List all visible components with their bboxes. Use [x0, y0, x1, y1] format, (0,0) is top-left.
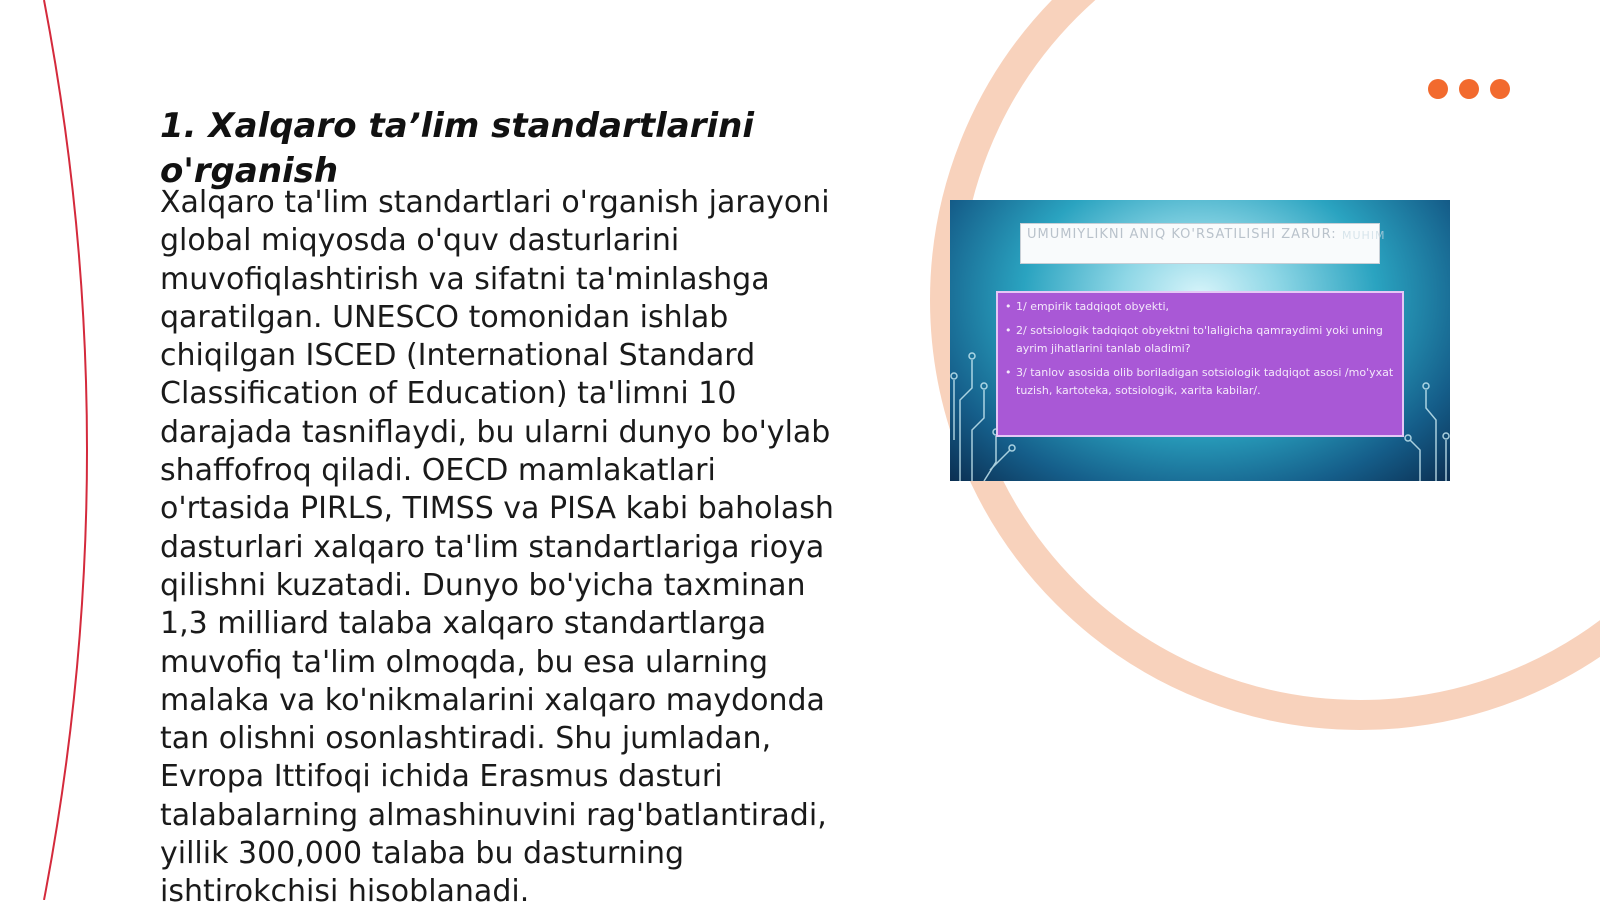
list-item: • 2/ sotsiologik tadqiqot obyektni to'laligicha qamraydimi yoki uning ayrim jihatlarini tanlab oladimi? [1002, 322, 1398, 358]
thumbnail-bullet-box [996, 291, 1404, 437]
dot-3 [1490, 79, 1510, 99]
slide-body-text: Xalqaro ta'lim standartlari o'rganish jarayoni global miqyosda o'quv dasturlarini muvofiqlashtirish va sifatni ta'minlashga qaratilgan. UNESCO tomonidan ishlab chiqilgan ISCED (International Standard Classification of Education) ta'limni 10 darajada tasniflaydi, bu ularni dunyo bo'ylab shaffofroq qiladi. OECD mamlakatlari o'rtasida PIRLS, TIMSS va PISA kabi baholash dasturlari xalqaro ta'lim standartlariga rioya qilishni kuzatadi. Dunyo bo'yicha taxminan 1,3 milliard talaba xalqaro standartlarga muvofiq ta'lim olmoqda, bu esa ularning malaka va ko'nikmalarini xalqaro maydonda tan olishni osonlashtiradi. Shu jumladan, Evropa Ittifoqi ichida Erasmus dasturi talabalarning almashinuvini rag'batlantiradi, yillik 300,000 talaba bu dasturning ishtirokchisi hisoblanadi. [160, 185, 834, 910]
dot-1 [1428, 79, 1448, 99]
more-dots-icon [1428, 79, 1510, 99]
list-item: • 3/ tanlov asosida olib boriladigan sotsiologik tadqiqot asosi /mo'yxat tuzish, kartoteka, sotsiologik, xarita kabilar/. [1002, 364, 1398, 400]
thumbnail-title: UMUMIYLIKNI ANIQ KO'RSATILISHI ZARUR: [1020, 223, 1380, 264]
embedded-slide-image [950, 200, 1450, 481]
red-arc-line [44, 0, 87, 900]
thumbnail-side-label: MUHIM [1342, 229, 1386, 242]
dot-2 [1459, 79, 1479, 99]
slide-title: 1. Xalqaro ta’lim standartlarini o'rganish [160, 106, 754, 191]
list-item: • 1/ empirik tadqiqot obyekti, [1002, 298, 1398, 316]
thumbnail-bullet-list [1002, 298, 1398, 400]
